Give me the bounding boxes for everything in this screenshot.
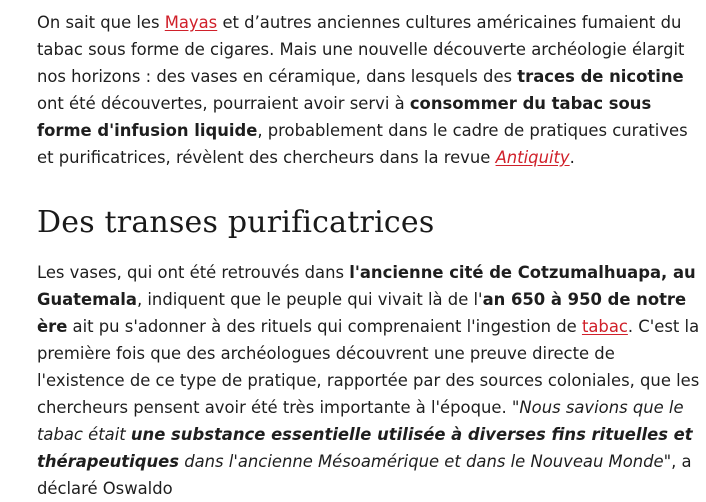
text-segment: ait pu s'adonner à des rituels qui comprenaient l'ingestion de bbox=[67, 317, 582, 336]
text-segment: , probablement dans le cadre de pratiques curatives et purificatrices, révèlent des chercheurs dans la revue bbox=[37, 121, 688, 167]
text-segment: . C'est la première fois que des archéologues découvrent une preuve directe de l'existence de ce type de pratique, rapportée par des sources coloniales, que les chercheurs pensent avoir été très importante à l'époque. bbox=[37, 317, 700, 417]
text-segment: , indiquent que le peuple qui vivait là de l' bbox=[136, 290, 483, 309]
text-segment: ont été découvertes, pourraient avoir servi à bbox=[37, 94, 410, 113]
text-segment: et d’autres anciennes cultures américaines fumaient du tabac sous forme de cigares. Mais une nouvelle découverte archéologie élargit nos horizons : des vases en céramique, dans lesquels des bbox=[37, 13, 685, 86]
text-segment: , a déclaré Oswaldo bbox=[37, 452, 692, 498]
text-segment: . bbox=[569, 148, 575, 167]
text-segment: On sait que les bbox=[37, 13, 165, 32]
body-paragraph bbox=[37, 259, 701, 502]
link-mayas[interactable]: Mayas bbox=[164, 13, 218, 32]
article-body bbox=[37, 0, 701, 502]
bold-text: an 650 à 950 de notre ère bbox=[37, 290, 687, 336]
bold-text: l'ancienne cité de Cotzumalhuapa, au Guatemala bbox=[37, 263, 696, 309]
link-tabac[interactable]: tabac bbox=[581, 317, 628, 336]
link-antiquity[interactable]: Antiquity bbox=[495, 148, 570, 167]
bold-text: traces de nicotine bbox=[517, 67, 684, 86]
quote-bold-text: une substance essentielle utilisée à diverses fins rituelles et thérapeutiques bbox=[37, 425, 693, 471]
section-heading: Des transes purificatrices bbox=[37, 205, 435, 240]
bold-text: consommer du tabac sous forme d'infusion liquide bbox=[37, 94, 652, 140]
quote-text: "Nous savions que le tabac était bbox=[37, 398, 684, 444]
quote-text: dans l'ancienne Mésoamérique et dans le Nouveau Monde" bbox=[179, 452, 672, 471]
text-segment: Les vases, qui ont été retrouvés dans bbox=[37, 263, 350, 282]
intro-paragraph bbox=[37, 0, 701, 171]
